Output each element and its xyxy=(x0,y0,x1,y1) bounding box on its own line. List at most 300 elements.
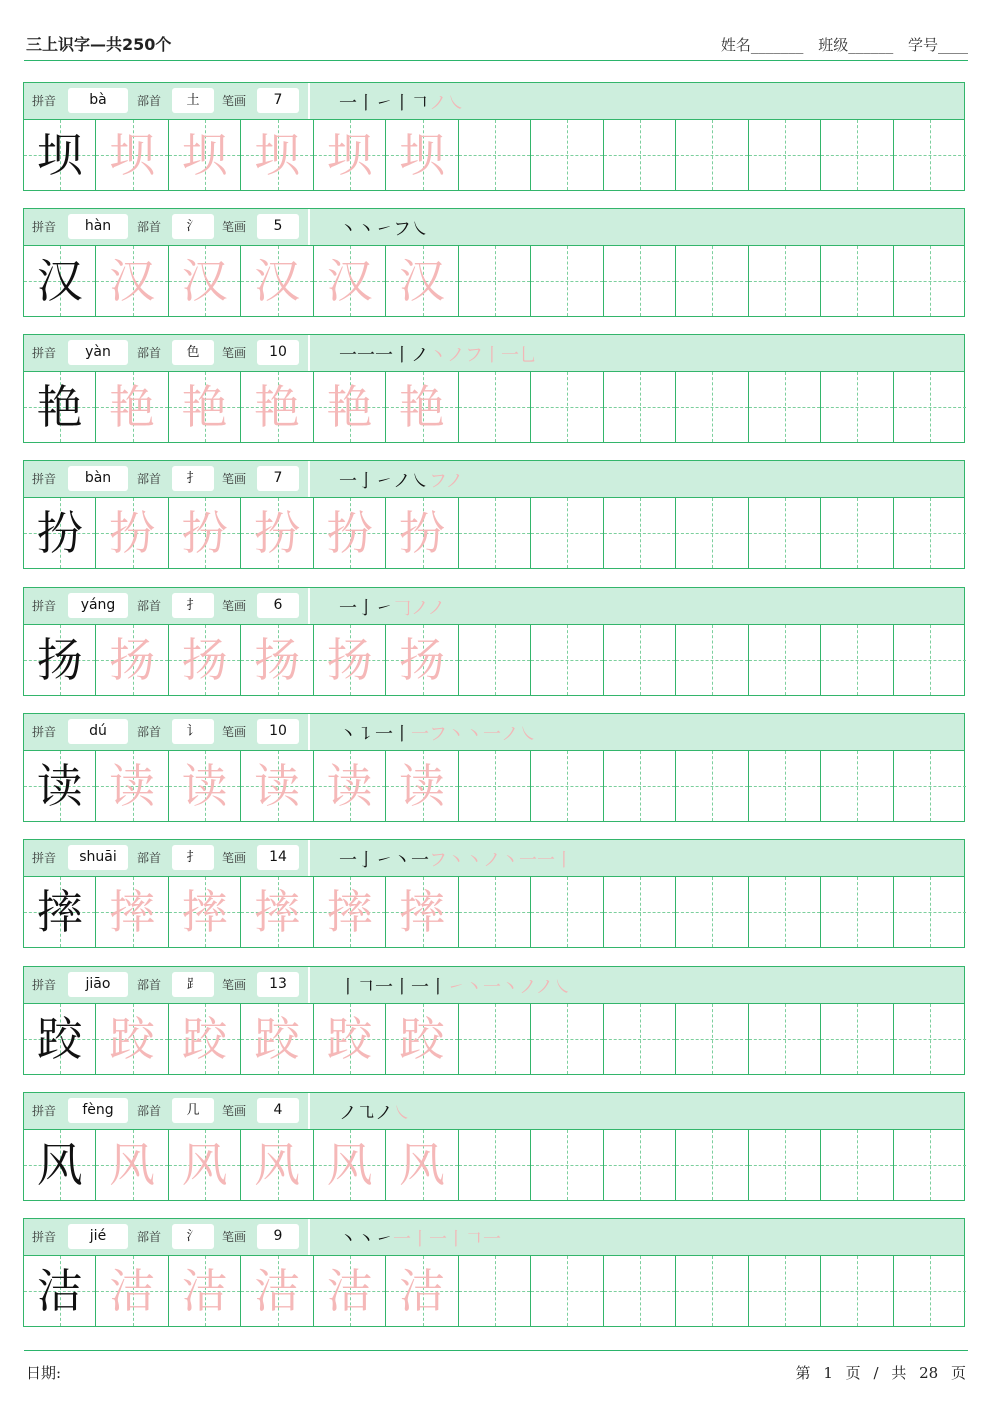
model-character: 读 xyxy=(36,759,83,813)
character-block xyxy=(23,82,965,191)
stroke-order-light: フ丶丶ノ丶一一丨 xyxy=(429,850,573,871)
grid-guide-vertical xyxy=(640,120,641,190)
pinyin-label: 拼音 xyxy=(32,851,57,865)
stroke-count-label: 笔画 xyxy=(222,220,247,234)
page-label: 第 xyxy=(795,1364,811,1382)
total-unit: 页 xyxy=(950,1364,966,1382)
character-info-bar xyxy=(24,461,964,498)
total-label: 共 xyxy=(891,1364,907,1382)
trace-character: 风 xyxy=(109,1138,156,1192)
trace-cell[interactable] xyxy=(241,1130,313,1200)
practice-cell[interactable] xyxy=(531,246,603,316)
stroke-count-value: 7 xyxy=(257,88,299,113)
trace-cell[interactable] xyxy=(386,246,458,316)
pinyin-value: dú xyxy=(68,719,128,744)
practice-cell[interactable] xyxy=(749,372,821,442)
character-block xyxy=(23,839,965,948)
practice-cell[interactable] xyxy=(749,1004,821,1074)
grid-guide-vertical xyxy=(857,625,858,695)
practice-cell[interactable] xyxy=(894,877,966,947)
trace-character: 跤 xyxy=(326,1012,373,1066)
trace-cell[interactable] xyxy=(169,246,241,316)
stroke-count-value: 7 xyxy=(257,466,299,491)
trace-cell[interactable] xyxy=(314,498,386,568)
grid-guide-vertical xyxy=(930,498,931,568)
trace-cell[interactable] xyxy=(314,751,386,821)
grid-guide-vertical xyxy=(785,372,786,442)
trace-character: 洁 xyxy=(326,1264,373,1318)
trace-character: 读 xyxy=(254,759,301,813)
stroke-order-dark: ノ㇈ノ xyxy=(339,1103,393,1124)
practice-cell[interactable] xyxy=(604,498,676,568)
stroke-count-label: 笔画 xyxy=(222,851,247,865)
practice-cell[interactable] xyxy=(749,246,821,316)
practice-cell[interactable] xyxy=(821,1256,893,1326)
radical-value: 几 xyxy=(172,1098,214,1123)
stroke-count-label: 笔画 xyxy=(222,94,247,108)
grid-guide-vertical xyxy=(495,1130,496,1200)
stroke-order-sequence xyxy=(339,594,446,620)
practice-cell[interactable] xyxy=(604,1004,676,1074)
trace-cell[interactable] xyxy=(386,625,458,695)
practice-cell[interactable] xyxy=(749,120,821,190)
grid-guide-vertical xyxy=(640,877,641,947)
pinyin-value: jiāo xyxy=(68,972,128,997)
trace-cell[interactable] xyxy=(386,372,458,442)
practice-cell[interactable] xyxy=(821,751,893,821)
practice-cell[interactable] xyxy=(894,625,966,695)
stroke-count-label: 笔画 xyxy=(222,725,247,739)
practice-cell[interactable] xyxy=(676,751,748,821)
stroke-order-light: 一フ丶丶一ノ㇏ xyxy=(411,724,537,745)
radical-label: 部首 xyxy=(137,94,162,108)
grid-guide-vertical xyxy=(930,1130,931,1200)
stroke-order-sequence xyxy=(339,1099,411,1125)
trace-cell[interactable] xyxy=(386,120,458,190)
radical-label: 部首 xyxy=(137,978,162,992)
writing-grid xyxy=(24,246,964,316)
trace-cell[interactable] xyxy=(386,751,458,821)
writing-grid xyxy=(24,625,964,695)
info-divider xyxy=(308,1093,310,1129)
stroke-count-value: 13 xyxy=(257,972,299,997)
practice-cell[interactable] xyxy=(604,372,676,442)
trace-character: 读 xyxy=(326,759,373,813)
trace-cell[interactable] xyxy=(314,1004,386,1074)
grid-guide-vertical xyxy=(785,1004,786,1074)
practice-cell[interactable] xyxy=(459,1004,531,1074)
practice-cell[interactable] xyxy=(531,372,603,442)
practice-cell[interactable] xyxy=(604,1130,676,1200)
practice-cell[interactable] xyxy=(676,498,748,568)
grid-guide-vertical xyxy=(640,372,641,442)
trace-cell[interactable] xyxy=(169,372,241,442)
practice-cell[interactable] xyxy=(676,1130,748,1200)
model-character: 风 xyxy=(36,1138,83,1192)
practice-cell[interactable] xyxy=(531,498,603,568)
practice-cell[interactable] xyxy=(459,625,531,695)
practice-cell[interactable] xyxy=(821,498,893,568)
trace-cell[interactable] xyxy=(386,1256,458,1326)
radical-label: 部首 xyxy=(137,725,162,739)
stroke-order-dark: 一亅㇀丶一 xyxy=(339,850,429,871)
writing-grid xyxy=(24,1004,964,1074)
pinyin-value: jié xyxy=(68,1224,128,1249)
trace-cell[interactable] xyxy=(96,1256,168,1326)
character-info-bar xyxy=(24,335,964,372)
practice-cell[interactable] xyxy=(894,372,966,442)
practice-cell[interactable] xyxy=(531,1130,603,1200)
stroke-count-label: 笔画 xyxy=(222,1104,247,1118)
practice-cell[interactable] xyxy=(894,120,966,190)
practice-cell[interactable] xyxy=(531,877,603,947)
character-block xyxy=(23,1218,965,1327)
grid-guide-vertical xyxy=(857,246,858,316)
grid-guide-vertical xyxy=(785,1130,786,1200)
practice-cell[interactable] xyxy=(749,1256,821,1326)
practice-cell[interactable] xyxy=(676,372,748,442)
model-character: 摔 xyxy=(36,885,83,939)
stroke-order-light: 丶ノフ丨一乚 xyxy=(429,345,537,366)
student-fields xyxy=(711,34,968,55)
practice-cell[interactable] xyxy=(821,625,893,695)
trace-character: 跤 xyxy=(181,1012,228,1066)
trace-cell[interactable] xyxy=(169,877,241,947)
trace-cell[interactable] xyxy=(241,498,313,568)
class-field[interactable]: 班级______ xyxy=(818,36,894,54)
practice-cell[interactable] xyxy=(604,1256,676,1326)
character-block xyxy=(23,713,965,822)
stroke-order-dark: 丶㇊一丨 xyxy=(339,724,411,745)
trace-cell[interactable] xyxy=(314,1130,386,1200)
stroke-order-light: 一丨一丨𠃍一 xyxy=(393,1229,501,1250)
trace-character: 艳 xyxy=(254,380,301,434)
model-character-cell xyxy=(24,246,96,316)
trace-character: 扬 xyxy=(326,633,373,687)
practice-cell[interactable] xyxy=(821,1130,893,1200)
radical-value: 扌 xyxy=(172,466,214,491)
grid-guide-vertical xyxy=(930,1004,931,1074)
grid-guide-vertical xyxy=(712,372,713,442)
grid-guide-vertical xyxy=(712,120,713,190)
page-unit: 页 xyxy=(845,1364,861,1382)
grid-guide-vertical xyxy=(785,877,786,947)
practice-cell[interactable] xyxy=(676,246,748,316)
trace-character: 艳 xyxy=(109,380,156,434)
grid-guide-vertical xyxy=(567,877,568,947)
trace-character: 摔 xyxy=(181,885,228,939)
grid-guide-vertical xyxy=(640,1256,641,1326)
trace-character: 跤 xyxy=(109,1012,156,1066)
trace-cell[interactable] xyxy=(314,625,386,695)
grid-guide-vertical xyxy=(857,120,858,190)
radical-value: 扌 xyxy=(172,845,214,870)
trace-cell[interactable] xyxy=(96,751,168,821)
trace-cell[interactable] xyxy=(386,498,458,568)
stroke-order-light: フノ xyxy=(429,471,464,492)
model-character: 跤 xyxy=(36,1012,83,1066)
practice-cell[interactable] xyxy=(459,877,531,947)
grid-guide-vertical xyxy=(930,1256,931,1326)
grid-guide-vertical xyxy=(495,120,496,190)
pinyin-value: bàn xyxy=(68,466,128,491)
trace-character: 艳 xyxy=(399,380,446,434)
grid-guide-vertical xyxy=(857,877,858,947)
grid-guide-vertical xyxy=(567,1256,568,1326)
worksheet-title: 三上识字—共250个 xyxy=(26,35,172,54)
trace-cell[interactable] xyxy=(386,1004,458,1074)
practice-cell[interactable] xyxy=(676,877,748,947)
grid-guide-vertical xyxy=(930,246,931,316)
grid-guide-vertical xyxy=(712,498,713,568)
stroke-order-dark: 一亅㇀ノ㇏ xyxy=(339,471,429,492)
stroke-order-dark: 一亅㇀ xyxy=(339,598,393,619)
trace-character: 摔 xyxy=(326,885,373,939)
trace-cell[interactable] xyxy=(169,1130,241,1200)
radical-label: 部首 xyxy=(137,1104,162,1118)
pinyin-label: 拼音 xyxy=(32,1230,57,1244)
grid-guide-vertical xyxy=(712,1004,713,1074)
trace-cell[interactable] xyxy=(314,246,386,316)
radical-label: 部首 xyxy=(137,220,162,234)
trace-cell[interactable] xyxy=(169,1256,241,1326)
trace-cell[interactable] xyxy=(96,625,168,695)
stroke-order-sequence xyxy=(339,720,537,746)
trace-cell[interactable] xyxy=(96,372,168,442)
practice-cell[interactable] xyxy=(894,1256,966,1326)
character-info-bar xyxy=(24,209,964,246)
info-divider xyxy=(308,335,310,371)
trace-character: 风 xyxy=(181,1138,228,1192)
grid-guide-vertical xyxy=(640,1004,641,1074)
practice-cell[interactable] xyxy=(676,625,748,695)
practice-cell[interactable] xyxy=(459,498,531,568)
practice-cell[interactable] xyxy=(459,1256,531,1326)
stroke-order-sequence xyxy=(339,467,464,493)
grid-guide-vertical xyxy=(712,246,713,316)
practice-cell[interactable] xyxy=(531,1004,603,1074)
grid-guide-vertical xyxy=(712,1130,713,1200)
practice-cell[interactable] xyxy=(821,372,893,442)
trace-cell[interactable] xyxy=(241,625,313,695)
number-field[interactable]: 学号____ xyxy=(907,36,968,54)
grid-guide-vertical xyxy=(567,120,568,190)
practice-cell[interactable] xyxy=(676,1256,748,1326)
grid-guide-vertical xyxy=(495,1256,496,1326)
model-character-cell xyxy=(24,1256,96,1326)
info-divider xyxy=(308,461,310,497)
practice-cell[interactable] xyxy=(749,625,821,695)
writing-grid xyxy=(24,498,964,568)
info-divider xyxy=(308,209,310,245)
trace-cell[interactable] xyxy=(386,877,458,947)
practice-cell[interactable] xyxy=(894,1004,966,1074)
trace-cell[interactable] xyxy=(241,1256,313,1326)
practice-cell[interactable] xyxy=(604,625,676,695)
trace-cell[interactable] xyxy=(96,498,168,568)
trace-cell[interactable] xyxy=(314,1256,386,1326)
pinyin-value: fèng xyxy=(68,1098,128,1123)
pinyin-label: 拼音 xyxy=(32,94,57,108)
practice-cell[interactable] xyxy=(604,877,676,947)
trace-cell[interactable] xyxy=(241,1004,313,1074)
practice-cell[interactable] xyxy=(459,372,531,442)
trace-cell[interactable] xyxy=(96,1004,168,1074)
trace-character: 扮 xyxy=(399,506,446,560)
page-slash: / xyxy=(873,1364,879,1382)
trace-character: 洁 xyxy=(399,1264,446,1318)
trace-cell[interactable] xyxy=(169,498,241,568)
pinyin-label: 拼音 xyxy=(32,978,57,992)
stroke-order-light: ㇏ xyxy=(393,1103,411,1124)
trace-character: 读 xyxy=(109,759,156,813)
model-character: 汉 xyxy=(36,254,83,308)
radical-label: 部首 xyxy=(137,346,162,360)
trace-character: 汉 xyxy=(181,254,228,308)
name-field[interactable]: 姓名_______ xyxy=(720,36,804,54)
model-character-cell xyxy=(24,372,96,442)
model-character-cell xyxy=(24,1004,96,1074)
practice-cell[interactable] xyxy=(459,1130,531,1200)
trace-cell[interactable] xyxy=(314,372,386,442)
trace-cell[interactable] xyxy=(96,120,168,190)
practice-cell[interactable] xyxy=(531,120,603,190)
trace-character: 汉 xyxy=(109,254,156,308)
stroke-order-dark: 一丨㇀丨𠃍 xyxy=(339,93,429,114)
character-info-bar xyxy=(24,840,964,877)
grid-guide-vertical xyxy=(857,751,858,821)
practice-cell[interactable] xyxy=(894,1130,966,1200)
trace-cell[interactable] xyxy=(169,1004,241,1074)
character-block xyxy=(23,208,965,317)
grid-guide-vertical xyxy=(567,625,568,695)
character-info-bar xyxy=(24,1093,964,1130)
practice-cell[interactable] xyxy=(821,246,893,316)
writing-grid xyxy=(24,372,964,442)
grid-guide-vertical xyxy=(785,625,786,695)
trace-character: 洁 xyxy=(254,1264,301,1318)
radical-value: ⻊ xyxy=(172,972,214,997)
info-divider xyxy=(308,83,310,119)
info-divider xyxy=(308,840,310,876)
radical-value: 氵 xyxy=(172,1224,214,1249)
practice-cell[interactable] xyxy=(604,120,676,190)
info-divider xyxy=(308,967,310,1003)
stroke-count-label: 笔画 xyxy=(222,599,247,613)
trace-character: 读 xyxy=(181,759,228,813)
practice-cell[interactable] xyxy=(749,877,821,947)
grid-guide-vertical xyxy=(857,372,858,442)
trace-cell[interactable] xyxy=(96,246,168,316)
trace-character: 风 xyxy=(399,1138,446,1192)
practice-cell[interactable] xyxy=(604,751,676,821)
stroke-order-sequence xyxy=(339,846,573,872)
grid-guide-vertical xyxy=(495,625,496,695)
practice-cell[interactable] xyxy=(894,246,966,316)
stroke-order-sequence xyxy=(339,1225,501,1251)
pinyin-value: hàn xyxy=(68,214,128,239)
practice-cell[interactable] xyxy=(604,246,676,316)
trace-cell[interactable] xyxy=(169,625,241,695)
trace-cell[interactable] xyxy=(241,751,313,821)
trace-character: 扮 xyxy=(181,506,228,560)
trace-cell[interactable] xyxy=(169,120,241,190)
trace-cell[interactable] xyxy=(96,1130,168,1200)
grid-guide-vertical xyxy=(785,120,786,190)
practice-cell[interactable] xyxy=(821,877,893,947)
grid-guide-vertical xyxy=(567,751,568,821)
trace-cell[interactable] xyxy=(241,372,313,442)
practice-cell[interactable] xyxy=(821,1004,893,1074)
grid-guide-vertical xyxy=(930,372,931,442)
model-character-cell xyxy=(24,625,96,695)
trace-character: 扬 xyxy=(254,633,301,687)
radical-value: 色 xyxy=(172,340,214,365)
trace-cell[interactable] xyxy=(314,120,386,190)
grid-guide-vertical xyxy=(857,1256,858,1326)
practice-cell[interactable] xyxy=(531,751,603,821)
practice-cell[interactable] xyxy=(531,1256,603,1326)
character-info-bar xyxy=(24,967,964,1004)
trace-cell[interactable] xyxy=(96,877,168,947)
model-character: 扬 xyxy=(36,633,83,687)
practice-cell[interactable] xyxy=(676,1004,748,1074)
practice-cell[interactable] xyxy=(749,751,821,821)
trace-cell[interactable] xyxy=(241,877,313,947)
pinyin-value: yàn xyxy=(68,340,128,365)
stroke-order-sequence xyxy=(339,215,429,241)
model-character: 坝 xyxy=(36,128,83,182)
info-divider xyxy=(308,588,310,624)
practice-cell[interactable] xyxy=(894,498,966,568)
radical-label: 部首 xyxy=(137,851,162,865)
practice-cell[interactable] xyxy=(821,120,893,190)
stroke-order-dark: 丶丶㇀フ㇏ xyxy=(339,219,429,240)
total-pages: 28 xyxy=(919,1364,939,1382)
trace-cell[interactable] xyxy=(241,120,313,190)
grid-guide-vertical xyxy=(857,1130,858,1200)
pinyin-value: shuāi xyxy=(68,845,128,870)
trace-character: 扬 xyxy=(109,633,156,687)
model-character-cell xyxy=(24,751,96,821)
model-character-cell xyxy=(24,1130,96,1200)
trace-character: 坝 xyxy=(399,128,446,182)
trace-character: 扮 xyxy=(109,506,156,560)
practice-cell[interactable] xyxy=(676,120,748,190)
practice-cell[interactable] xyxy=(459,751,531,821)
stroke-order-sequence xyxy=(339,973,572,999)
practice-cell[interactable] xyxy=(531,625,603,695)
trace-cell[interactable] xyxy=(314,877,386,947)
model-character-cell xyxy=(24,498,96,568)
character-block xyxy=(23,587,965,696)
radical-label: 部首 xyxy=(137,1230,162,1244)
practice-cell[interactable] xyxy=(894,751,966,821)
character-block xyxy=(23,966,965,1075)
radical-label: 部首 xyxy=(137,599,162,613)
pinyin-label: 拼音 xyxy=(32,725,57,739)
trace-cell[interactable] xyxy=(386,1130,458,1200)
trace-cell[interactable] xyxy=(169,751,241,821)
stroke-count-label: 笔画 xyxy=(222,978,247,992)
practice-cell[interactable] xyxy=(749,1130,821,1200)
stroke-order-dark: 一一一丨ノ xyxy=(339,345,429,366)
practice-cell[interactable] xyxy=(749,498,821,568)
practice-cell[interactable] xyxy=(459,120,531,190)
trace-cell[interactable] xyxy=(241,246,313,316)
practice-cell[interactable] xyxy=(459,246,531,316)
trace-character: 汉 xyxy=(326,254,373,308)
